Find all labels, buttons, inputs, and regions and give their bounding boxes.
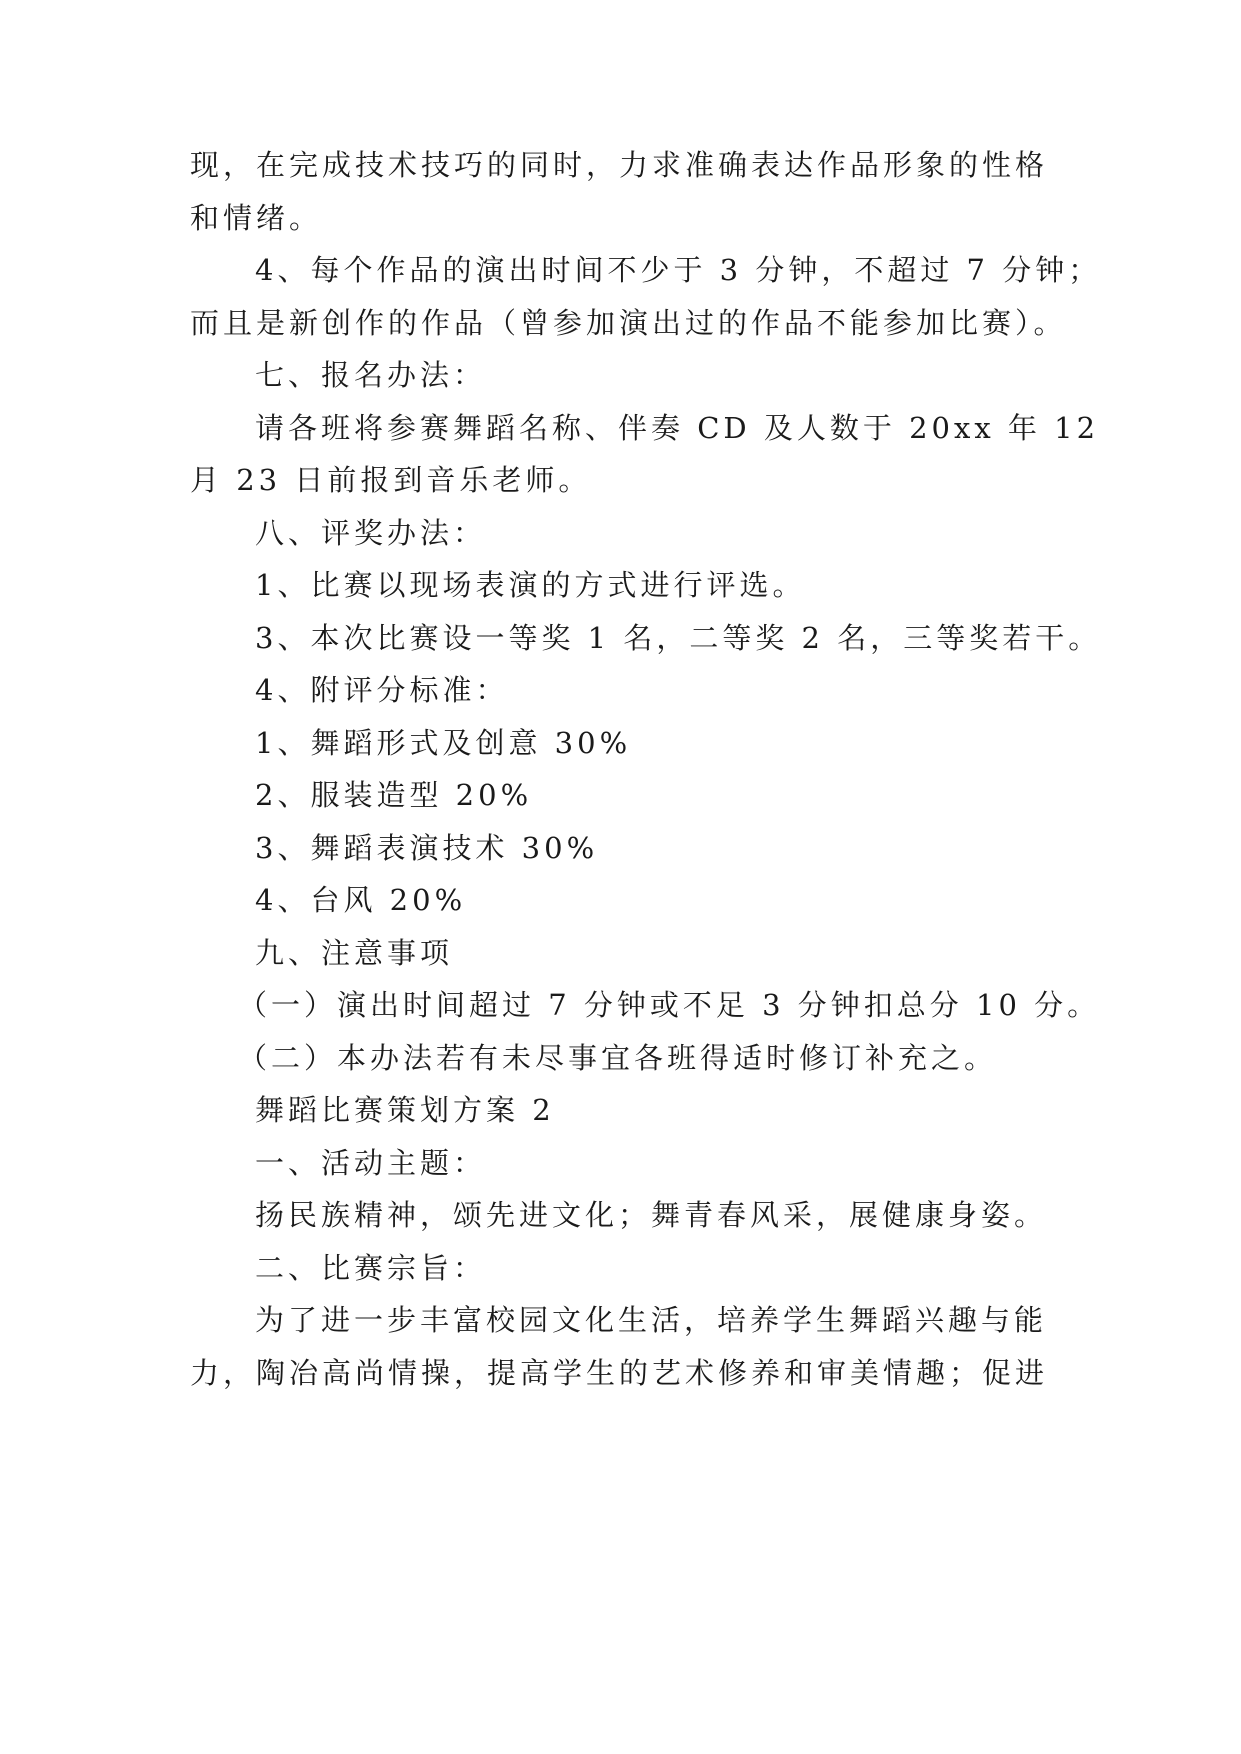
paragraph-line: 月 23 日前报到音乐老师。 [190,463,592,497]
paragraph-line: 为了进一步丰富校园文化生活，培养学生舞蹈兴趣与能 [255,1303,1048,1337]
paragraph-line: 现，在完成技术技巧的同时，力求准确表达作品形象的性格 [190,148,1049,182]
list-item: （二）本办法若有未尽事宜各班得适时修订补充之。 [238,1041,998,1075]
paragraph-line: 和情绪。 [190,201,323,235]
paragraph-line: 力，陶冶高尚情操，提高学生的艺术修养和审美情趣；促进 [190,1356,1049,1390]
paragraph-line: 扬民族精神，颂先进文化；舞青春风采，展健康身姿。 [255,1198,1048,1232]
list-item: 4、附评分标准： [255,673,509,707]
section-heading: 九、注意事项 [255,936,454,970]
paragraph-line: 而且是新创作的作品（曾参加演出过的作品不能参加比赛）。 [190,306,1067,340]
section-heading: 八、评奖办法： [255,516,487,550]
section-heading: 一、活动主题： [255,1146,487,1180]
paragraph-line: 请各班将参赛舞蹈名称、伴奏 CD 及人数于 20xx 年 12 [255,411,1100,445]
section-heading: 二、比赛宗旨： [255,1251,487,1285]
document-title: 舞蹈比赛策划方案 2 [255,1093,555,1127]
list-item: 2、服装造型 20% [255,778,533,812]
list-item: 3、舞蹈表演技术 30% [255,831,599,865]
list-item: （一）演出时间超过 7 分钟或不足 3 分钟扣总分 10 分。 [238,988,1101,1022]
paragraph-line: 4、每个作品的演出时间不少于 3 分钟，不超过 7 分钟； [255,253,1102,287]
list-item: 3、本次比赛设一等奖 1 名，二等奖 2 名，三等奖若干。 [255,621,1102,655]
section-heading: 七、报名办法： [255,358,487,392]
list-item: 1、舞蹈形式及创意 30% [255,726,632,760]
list-item: 4、台风 20% [255,883,467,917]
list-item: 1、比赛以现场表演的方式进行评选。 [255,568,806,602]
